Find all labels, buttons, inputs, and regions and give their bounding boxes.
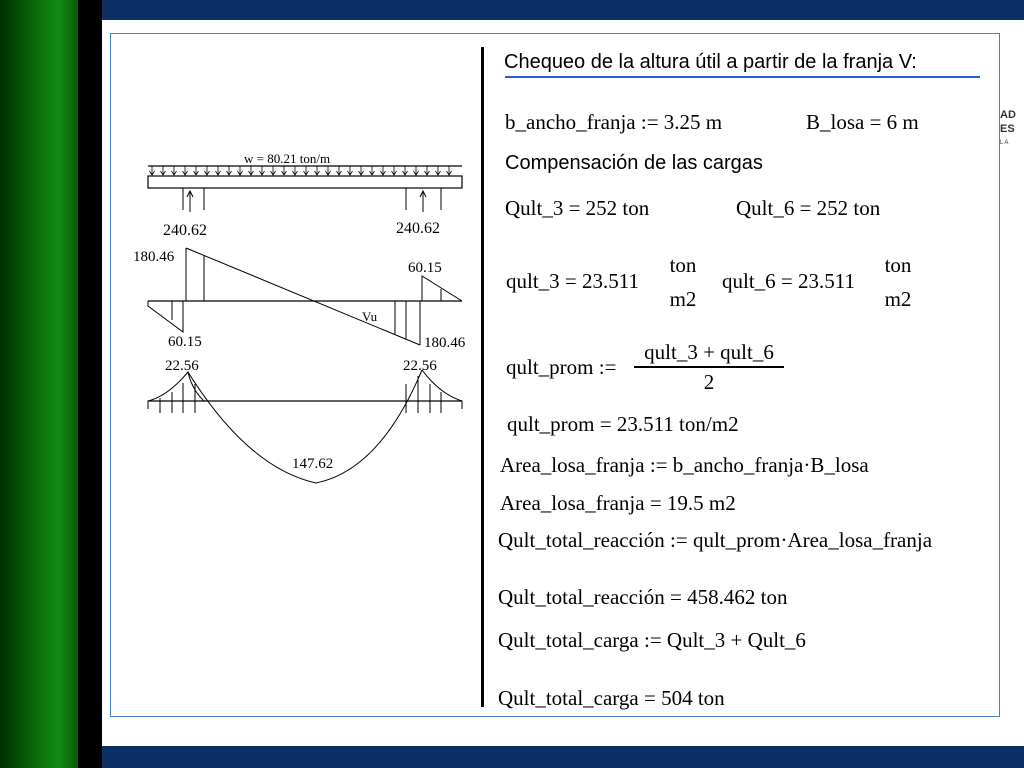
- beam: [148, 176, 462, 188]
- unit-numerator: ton: [669, 253, 697, 277]
- unit-numerator-2: ton: [884, 253, 912, 277]
- qult3-value: Qult_3 = 252 ton: [505, 196, 650, 220]
- unit-denominator: m2: [669, 287, 697, 311]
- qult3-unit: [662, 253, 704, 311]
- compensacion-heading: Compensación de las cargas: [505, 152, 763, 174]
- reaction-left-label: 240.62: [163, 222, 207, 239]
- area-definition: Area_losa_franja := b_ancho_franja·B_losa: [500, 453, 869, 477]
- area-value: Area_losa_franja = 19.5 m2: [500, 491, 736, 515]
- reaccion-value: Qult_total_reacción = 458.462 ton: [498, 585, 788, 609]
- university-logo: [1000, 108, 1024, 150]
- reaction-right-label: 240.62: [396, 220, 440, 237]
- shear-top-right-label: 60.15: [408, 260, 442, 276]
- qult6-unit: [877, 253, 919, 311]
- logo-line-2: ES: [1000, 123, 1015, 135]
- b-ancho-franja: b_ancho_franja := 3.25 m: [505, 110, 723, 134]
- left-black-strip: [78, 0, 102, 768]
- logo-line-1: AD: [1000, 109, 1016, 121]
- shear-main: [186, 248, 420, 345]
- qult-prom-value: qult_prom = 23.511 ton/m2: [507, 412, 739, 436]
- moment-left-peak: [148, 372, 204, 409]
- carga-value: Qult_total_carga = 504 ton: [498, 686, 725, 710]
- logo-line-3: LA: [1000, 140, 1010, 146]
- bottom-band: [102, 746, 1024, 768]
- load-label: w = 80.21 ton/m: [244, 151, 331, 166]
- page-title: Chequeo de la altura útil a partir de la franja V:: [504, 51, 917, 73]
- shear-right-pos: [422, 276, 462, 301]
- shear-bottom-right-label: 180.46: [424, 335, 466, 351]
- shear-bottom-left-label: 60.15: [168, 334, 202, 350]
- unit-denominator-2: m2: [884, 287, 912, 311]
- fraction-bar: [634, 366, 784, 368]
- qult-prom-denominator: 2: [703, 369, 715, 394]
- qult6-small: qult_6 = 23.511: [722, 269, 855, 293]
- b-losa: B_losa = 6 m: [806, 110, 919, 134]
- left-decorative-bar: [0, 0, 78, 768]
- qult-prom-def-lhs: qult_prom :=: [506, 355, 617, 379]
- qult-prom-numerator: qult_3 + qult_6: [644, 340, 774, 364]
- qult3-small: qult_3 = 23.511: [506, 269, 639, 293]
- moment-mid-label: 147.62: [292, 456, 334, 472]
- qult6-value: Qult_6 = 252 ton: [736, 196, 881, 220]
- top-band: [102, 0, 1024, 20]
- carga-definition: Qult_total_carga := Qult_3 + Qult_6: [498, 628, 806, 652]
- moment-right-peak: [422, 370, 462, 409]
- load-arrows: [150, 166, 452, 175]
- shear-top-left-label: 180.46: [133, 249, 175, 265]
- moment-right-label: 22.56: [403, 358, 437, 374]
- reaccion-definition: Qult_total_reacción := qult_prom·Area_losa_franja: [498, 528, 933, 552]
- moment-left-label: 22.56: [165, 358, 199, 374]
- vertical-divider: [481, 47, 484, 707]
- beam-diagram: [133, 145, 475, 490]
- shear-vu-label: Vu: [362, 309, 378, 324]
- qult-prom-fraction: [634, 340, 784, 394]
- shear-left-neg: [148, 301, 183, 332]
- heading-underline: [505, 76, 980, 78]
